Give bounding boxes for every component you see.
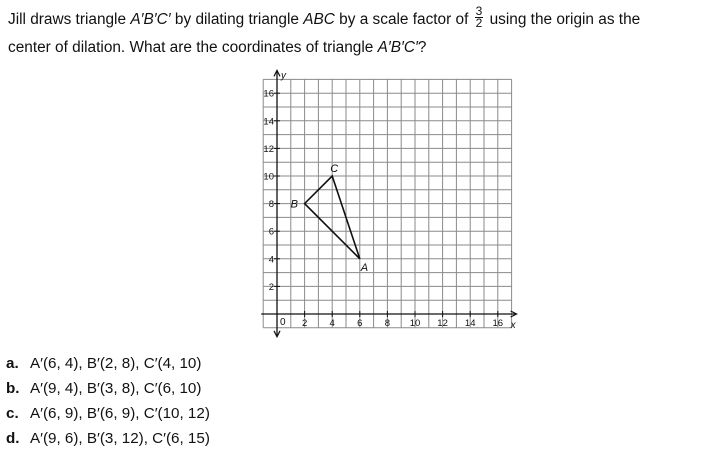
triangle-image-name: A′B′C′: [377, 39, 418, 56]
answer-choices: [6, 351, 210, 451]
y-tick-label: 10: [263, 171, 274, 183]
x-tick-label: 2: [301, 318, 308, 329]
answer-choice-a[interactable]: [6, 351, 210, 376]
x-axis-label: x: [510, 320, 516, 331]
triangle-preimage-name: ABC: [303, 11, 335, 28]
vertex-label-a: A: [360, 261, 369, 274]
choice-text: A′(9, 6), B′(3, 12), C′(6, 15): [30, 430, 210, 447]
x-tick-label: 8: [384, 318, 391, 329]
coordinate-grid: [258, 66, 516, 341]
choice-letter: b.: [6, 380, 20, 397]
choice-letter: c.: [6, 405, 19, 422]
choice-letter: d.: [6, 430, 20, 447]
y-tick-label: 8: [268, 199, 274, 211]
scale-factor-denominator: 2: [475, 16, 483, 31]
choice-text: A′(6, 9), B′(6, 9), C′(10, 12): [30, 405, 210, 422]
x-tick-label: 4: [329, 318, 335, 329]
scale-factor-numerator: 3: [475, 4, 483, 19]
x-tick-label: 10: [409, 318, 421, 329]
x-tick-label: 12: [437, 318, 448, 329]
question-text-part: using the origin as the: [489, 11, 641, 28]
x-tick-label: 14: [464, 318, 476, 329]
question-text-part: ?: [417, 39, 427, 56]
choice-text: A′(9, 4), B′(3, 8), C′(6, 10): [30, 380, 202, 397]
choice-letter: a.: [6, 355, 19, 372]
origin-label: 0: [280, 317, 286, 328]
y-tick-label: 14: [263, 116, 274, 128]
question-text-part: center of dilation. What are the coordinates of triangle: [8, 39, 378, 56]
x-tick-label: 6: [357, 318, 363, 329]
question-line-2: [8, 34, 713, 62]
y-tick-label: 6: [268, 226, 274, 238]
answer-choice-c[interactable]: [6, 401, 210, 426]
question-text-part: by a scale factor of: [334, 11, 469, 28]
vertex-label-c: C: [330, 163, 339, 175]
y-tick-label: 2: [268, 281, 274, 293]
question-text-part: Jill draws triangle: [8, 11, 131, 28]
triangle-image-name: A′B′C′: [130, 11, 171, 28]
y-tick-label: 12: [263, 143, 274, 155]
vertex-label-b: B: [290, 198, 298, 211]
answer-choice-d[interactable]: [6, 426, 210, 451]
y-axis-label: y: [281, 70, 286, 82]
question-line-1: [8, 6, 713, 34]
scale-factor-fraction: [475, 6, 484, 29]
choice-text: A′(6, 4), B′(2, 8), C′(4, 10): [30, 355, 202, 372]
question-text: [8, 6, 713, 62]
y-tick-label: 16: [263, 88, 274, 100]
question-text-part: by dilating triangle: [170, 11, 304, 28]
x-tick-label: 16: [492, 318, 504, 329]
y-tick-label: 4: [268, 254, 274, 266]
answer-choice-b[interactable]: [6, 376, 210, 401]
